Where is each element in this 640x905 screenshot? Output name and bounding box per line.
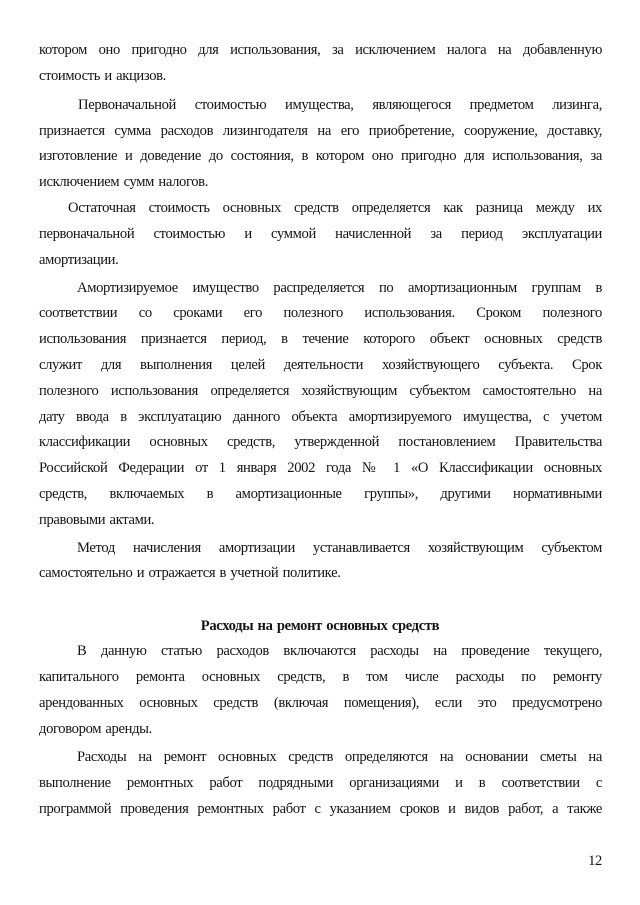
text-line: Первоначальной стоимостью имущества, являющегося предметом лизинга, xyxy=(78,97,602,113)
text-line: Амортизируемое имущество распределяется по амортизационным группам в xyxy=(77,280,602,296)
text-line: Метод начисления амортизации устанавливается хозяйствующим субъектом xyxy=(77,540,602,556)
text-line: В данную статью расходов включаются расходы на проведение текущего, xyxy=(77,643,602,659)
text-line: капитального ремонта основных средств, в том числе расходы по ремонту xyxy=(39,669,602,685)
text-line: Российской Федерации от 1 января 2002 года № 1 «О Классификации основных xyxy=(39,460,602,476)
section-heading: Расходы на ремонт основных средств xyxy=(200,618,440,634)
text-line: изготовление и доведение до состояния, в котором оно пригодно для использования, за xyxy=(39,148,602,164)
text-line: Расходы на ремонт основных средств определяются на основании сметы на xyxy=(77,749,602,765)
text-line: средств, включаемых в амортизационные группы», другими нормативными xyxy=(39,486,602,502)
text-line: программой проведения ремонтных работ с указанием сроков и видов работ, а также xyxy=(39,801,602,817)
text-line: арендованных основных средств (включая помещения), если это предусмотрено xyxy=(39,695,602,711)
text-line: самостоятельно и отражается в учетной политике. xyxy=(39,565,341,581)
text-line: первоначальной стоимостью и суммой начисленной за период эксплуатации xyxy=(39,226,602,242)
text-line: признается сумма расходов лизингодателя на его приобретение, сооружение, доставку, xyxy=(39,123,602,139)
text-line: правовыми актами. xyxy=(39,512,155,528)
text-line: полезного использования определяется хозяйствующим субъектом самостоятельно на xyxy=(39,383,602,399)
text-line: дату ввода в эксплуатацию данного объекта амортизируемого имущества, с учетом xyxy=(39,409,602,425)
text-line: Остаточная стоимость основных средств определяется как разница между их xyxy=(68,200,602,216)
text-line: котором оно пригодно для использования, за исключением налога на добавленную xyxy=(39,42,602,58)
text-line: амортизации. xyxy=(39,252,119,268)
text-line: служит для выполнения целей деятельности хозяйствующего субъекта. Срок xyxy=(39,357,602,373)
text-line: соответствии со сроками его полезного использования. Сроком полезного xyxy=(39,305,602,321)
text-line: договором аренды. xyxy=(39,721,152,737)
text-line: исключением сумм налогов. xyxy=(39,174,209,190)
text-line: стоимость и акцизов. xyxy=(39,68,166,84)
text-line: классификации основных средств, утвержденной постановлением Правительства xyxy=(39,434,602,450)
page-number: 12 xyxy=(588,853,602,869)
text-line: использования признается период, в течение которого объект основных средств xyxy=(39,331,602,347)
text-line: выполнение ремонтных работ подрядными организациями и в соответствии с xyxy=(39,775,602,791)
